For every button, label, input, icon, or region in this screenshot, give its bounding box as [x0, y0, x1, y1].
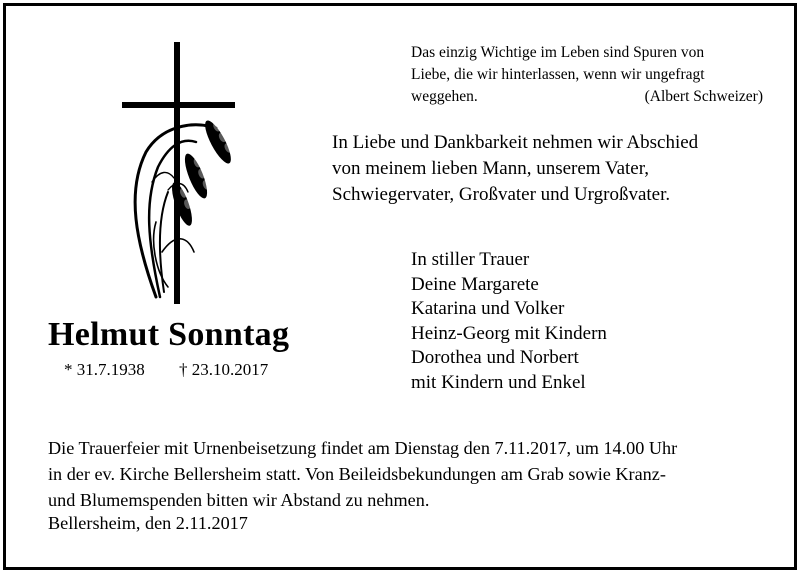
cross-wheat-symbol: [116, 42, 256, 304]
mourner-line: In stiller Trauer: [411, 249, 530, 270]
life-dates: [64, 360, 268, 380]
service-line-3: und Blumemspenden bitten wir Abstand zu nehmen.: [48, 490, 430, 510]
quote-author: (Albert Schweizer): [644, 88, 763, 105]
farewell-line-2: von meinem lieben Mann, unserem Vater,: [332, 158, 650, 179]
deceased-name: Helmut Sonntag: [48, 316, 290, 353]
mourner-line: Heinz-Georg mit Kindern: [411, 322, 607, 344]
quote-line-3-text: weggehen.: [411, 88, 478, 105]
quote-line-3: [411, 86, 763, 108]
farewell-line-1: In Liebe und Dankbarkeit nehmen wir Abschied: [332, 132, 699, 153]
funeral-service-text: [48, 435, 778, 513]
death-date: † 23.10.2017: [179, 360, 269, 379]
quote: [411, 42, 763, 108]
service-line-1: Die Trauerfeier mit Urnenbeisetzung findet am Dienstag den 7.11.2017, um 14.00 Uhr: [48, 438, 678, 458]
obituary-notice: [3, 3, 797, 570]
mourners-list: [411, 248, 607, 395]
mourner-line: Dorothea und Norbert: [411, 347, 579, 368]
quote-line-2: Liebe, die wir hinterlassen, wenn wir ungefragt: [411, 66, 705, 83]
service-line-2: in der ev. Kirche Bellersheim statt. Von Beileidsbekundungen am Grab sowie Kranz-: [48, 464, 666, 484]
mourner-line: Katarina und Volker: [411, 298, 565, 319]
mourner-line: Deine Margarete: [411, 273, 539, 295]
quote-line-1: Das einzig Wichtige im Leben sind Spuren von: [411, 44, 705, 61]
mourner-line: mit Kindern und Enkel: [411, 371, 586, 393]
birth-date: * 31.7.1938: [64, 360, 145, 379]
place-and-date: Bellersheim, den 2.11.2017: [48, 513, 248, 533]
farewell-line-3: Schwiegervater, Großvater und Urgroßvater.: [332, 184, 671, 205]
farewell-text: [332, 130, 698, 208]
